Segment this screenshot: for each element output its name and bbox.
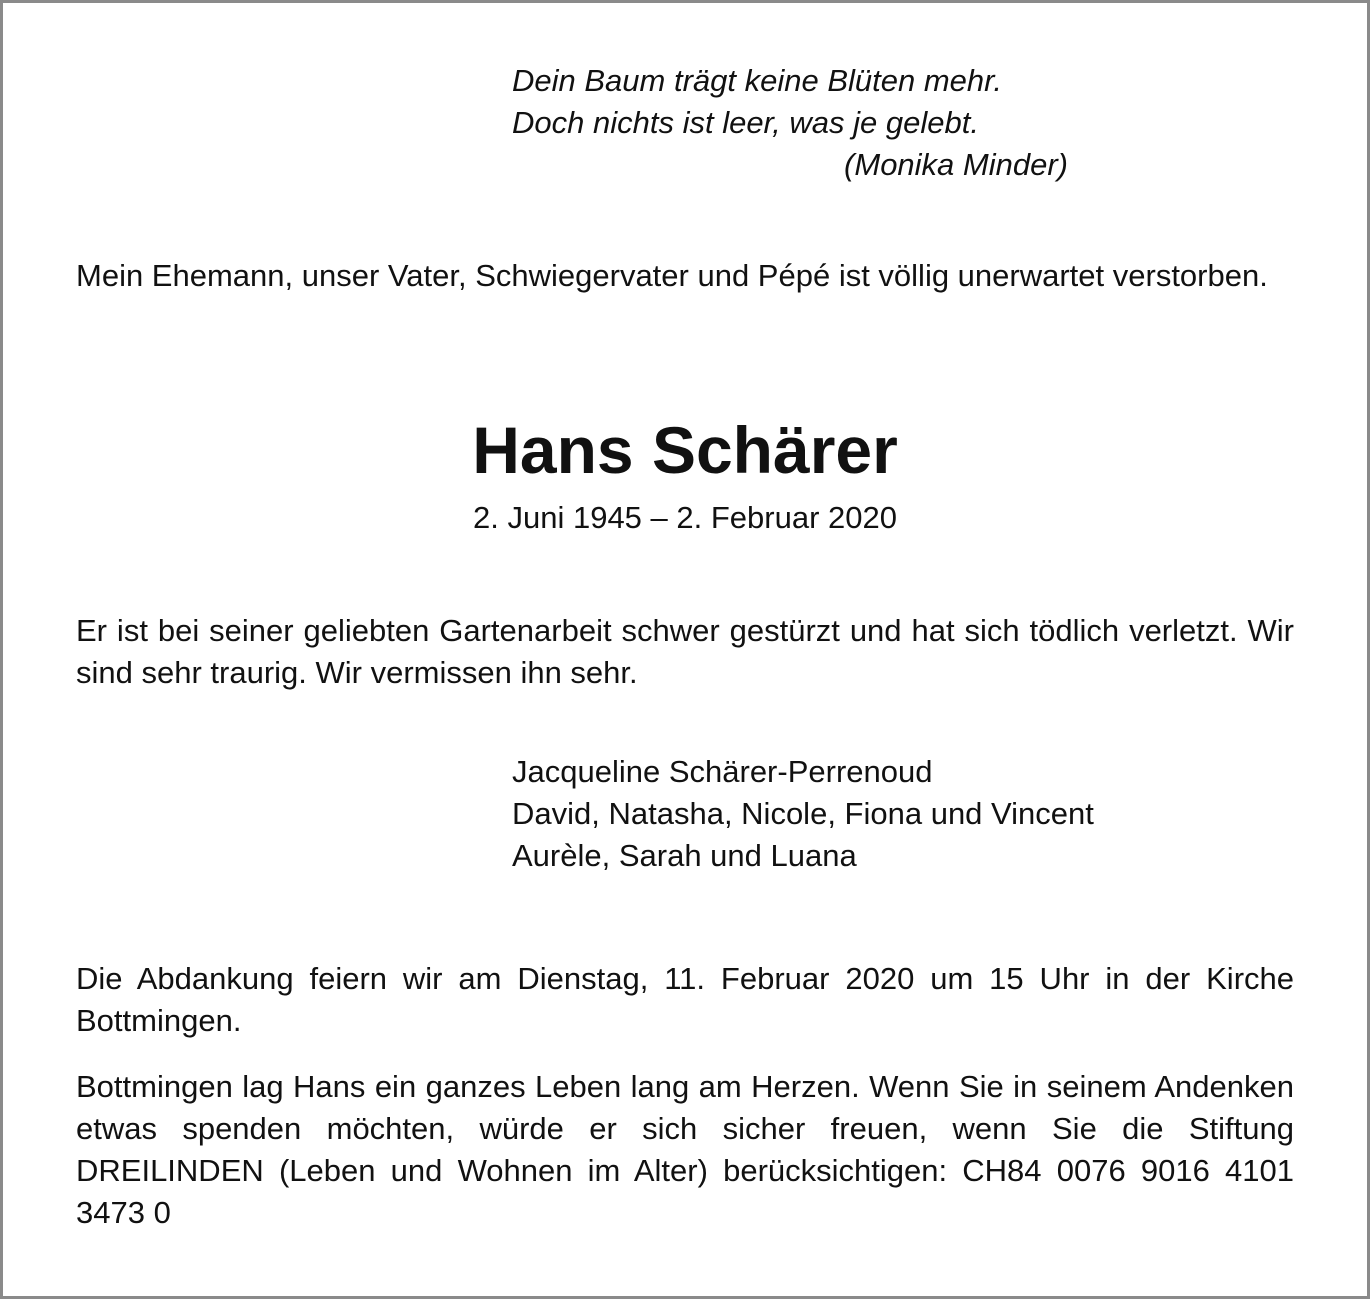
family-line-1: Jacqueline Schärer-Perrenoud bbox=[512, 754, 933, 789]
life-dates: 2. Juni 1945 – 2. Februar 2020 bbox=[473, 500, 897, 535]
quote-author: (Monika Minder) bbox=[844, 147, 1068, 182]
message-paragraph: Er ist bei seiner geliebten Gartenarbeit schwer gestürzt und hat sich tödlich verletzt. Wir sind sehr traurig. Wir vermissen ihn sehr. bbox=[76, 613, 1294, 690]
quote-line-2: Doch nichts ist leer, was je gelebt. bbox=[512, 105, 979, 140]
family-line-3: Aurèle, Sarah und Luana bbox=[512, 838, 857, 873]
deceased-name: Hans Schärer bbox=[472, 413, 898, 487]
epigraph-quote bbox=[512, 60, 1072, 186]
ceremony-paragraph: Die Abdankung feiern wir am Dienstag, 11. Februar 2020 um 15 Uhr in der Kirche Bottmingen. bbox=[76, 961, 1294, 1038]
quote-line-1: Dein Baum trägt keine Blüten mehr. bbox=[512, 63, 1002, 98]
intro-paragraph: Mein Ehemann, unser Vater, Schwiegervater und Pépé ist völlig unerwartet verstorben. bbox=[76, 258, 1268, 293]
family-line-2: David, Natasha, Nicole, Fiona und Vincent bbox=[512, 796, 1094, 831]
family-signatures bbox=[512, 751, 1312, 877]
donation-paragraph: Bottmingen lag Hans ein ganzes Leben lang am Herzen. Wenn Sie in seinem Andenken etwas spenden möchten, würde er sich sicher freuen, wenn Sie die Stiftung DREILINDEN (Leben und Wohnen im Alter) berücksichtigen: CH84 0076 9016 4101 3473 0 bbox=[76, 1069, 1294, 1230]
